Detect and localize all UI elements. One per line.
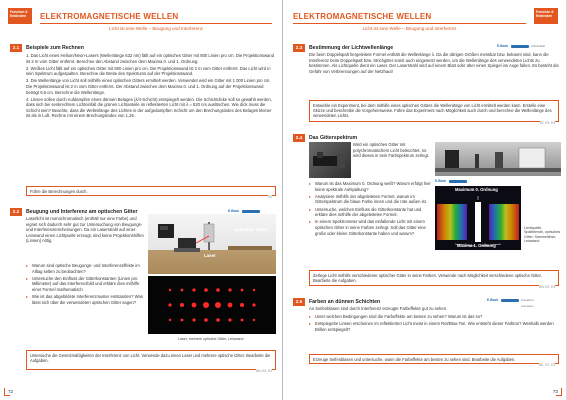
section-title: Farben an dünnen Schichten: [309, 299, 381, 305]
page-number: 73: [552, 389, 558, 394]
page-title: ELEKTROMAGNETISCHE WELLEN: [40, 12, 179, 21]
ebook-link[interactable]: [497, 43, 543, 49]
laser-label: Laser: [204, 253, 216, 258]
grating-label: optisches Gitter: [234, 227, 268, 232]
ebook-bar: [242, 210, 260, 213]
maxima-first-label: Maxima 1. Ordnung: [457, 243, 496, 248]
photo-caption: Lichtquelle, Spaltblende, optisches Gitter, Sammellinse, Leinwand: [524, 226, 561, 244]
page-number: 72: [8, 389, 14, 394]
exercise-4: 4. Linsen sollen durch Aufdampfen eines dünnen Belages (λ/4-Schicht) entspiegelt werden. Die Schichtdicke soll so gewählt werden, dass sich bei senkrechtem Lichteinfall die grünen Lichtanteile im reflektierten Licht mit λ = 520 nm auslöschen. Wie dick muss die Schicht sein? Beachte, dass die Wellenlänge des Lichtes in der aufgedampften Schicht um den Brechungsindex des Belages kleiner ist als in Luft. Rechne mit einem Brechungsindex von 1,26.: [26, 96, 272, 119]
page-header: [293, 12, 526, 24]
task-item: ▸ Warum sind optische Beugungs- und Interferenzeffekte im Alltag selten zu beobachten?: [26, 263, 144, 274]
task-list: [309, 314, 559, 334]
task-text: Führe die Berechnungen durch.: [30, 189, 88, 194]
ebook-bar: [449, 180, 467, 183]
section-text: [26, 53, 276, 121]
section-number: 2.3: [293, 44, 305, 52]
task-item: ▸ Warum ist das Maximum 0. Ordnung weiß? Warum erfolgt hier keine spektrale Aufspaltung?: [309, 181, 431, 192]
exercise-2: 2. Weißes Licht fällt auf ein optisches Gitter mit 800 Linien pro cm. Die Projektionswand ist 2 m vom Gitter entfernt. Das Licht wird in sein Spektrum aufgespalten. Berechne die Breite des Spektrums auf der Projektionswand.: [26, 65, 271, 77]
section-text: Laserlicht ist monochromatisch (enthält nur eine Farbe) und eignet sich dadurch sehr gut zur Untersuchung von Beugungs- und Interferenzerscheinungen. Da ein Laserstrahl auf einer Leinwand einen Lichtpunkt erzeugt, sind keine Projektionshilfen (Linsen) nötig.: [26, 216, 144, 244]
task-item: ▸ Entspiegelte Linsen erscheinen im reflektierten Licht meist in einem Rot/Blau-Ton. Wie entsteht dieser Farbton? Weshalb werden Brillen entspiegelt?: [309, 321, 559, 332]
section-text: An Seifenblasen sind durch Interferenz erzeugte Farbeffekte gut zu sehen.: [309, 306, 448, 311]
section-number: 2.2: [10, 208, 22, 216]
page-subtitle: Licht ist eine Welle – Beugung und Interferenz: [109, 26, 203, 31]
ebook-label: E-Book: [487, 298, 499, 302]
task-list: [26, 263, 144, 307]
grating-spectrum-photo: [435, 186, 521, 250]
maximum-zero-label: Maximum 0. Ordnung: [455, 187, 498, 192]
interference-pattern-photo: [148, 276, 276, 334]
section-number: 2.5: [293, 298, 305, 306]
ebook-label: E-Book: [497, 44, 509, 48]
section-title: Beispiele zum Rechnen: [26, 45, 84, 51]
ebook-tag: Interaktive Animation: [521, 298, 534, 308]
left-page: [0, 0, 283, 400]
task-text: Erzeuge Seifenblasen und untersuche, wann die Farbeffekte am besten zu sehen sind. Bearbeite die Aufgaben.: [313, 357, 516, 362]
spectrometer-illustration: [309, 142, 351, 178]
task-item: ▸ Analysiere mithilfe der abgeleiteten Formel, warum im Gitterspektrum die blaue Farbe innen und die rote außen ist.: [309, 194, 431, 205]
task-box: [309, 354, 559, 367]
competence-code: W4, E2, E3: [255, 368, 272, 373]
section-text: Wird ein optisches Gitter mit polychromatischem Licht beleuchtet, so wird dieses in sein Farbspektrum zerlegt.: [353, 142, 430, 159]
ebook-label: E-Book: [435, 179, 447, 183]
task-text: Zerlege Licht mithilfe verschiedener optischer Gitter in seine Farben. Verwende nach Möglichkeit verschiedene optische Gitter. Bearbeite die Aufgaben.: [313, 273, 542, 284]
chapter-tab: Forschen & Entdecken: [8, 8, 32, 24]
exercise-3: 3. Die Wellenlänge von Licht soll mithilfe eines optischen Gitters ermittelt werden. Verwendet wird ein Gitter mit 1 000 Linien pro cm. Die Projektionswand ist 2 m vom Gitter entfernt. Der Abstand zwischen dem Maxima 0. und 1. Ordnung auf der Projektionswand beträgt 9,6 cm. Berechne die Wellenlänge.: [26, 78, 271, 95]
section-title: Das Gitterspektrum: [309, 135, 358, 141]
task-text: Entwickle ein Experiment, bei dem mithilfe eines optischen Gitters die Wellenlänge von Licht ermittelt werden kann. Erstelle eine Skizze und beschreibe die Vorgehensweise. Führe das Experiment nach Möglichkeit auch durch und berechne die Wellenlänge des verwendeten Lichts.: [313, 103, 552, 119]
right-page: [283, 0, 566, 400]
section-title: Bestimmung der Lichtwellenlänge: [309, 45, 394, 51]
task-text: Untersuche die Gesetzmäßigkeiten der Interferenz von Licht. Verwende dazu einen Laser und mehrere optische Gitter. Bearbeite die Aufgaben.: [30, 353, 271, 364]
ebook-bar: [501, 299, 519, 302]
interference-pattern: [148, 276, 276, 334]
laser-setup-illustration: [148, 214, 276, 274]
task-item: ▸ Wie ist das abgebildete Interferenzmuster entstanden? Was lässt sich über die verwendeten optischen Gitter sagen?: [26, 294, 144, 305]
optics-bench-photo: [435, 142, 561, 176]
ebook-label: E-Book: [228, 209, 240, 213]
page-subtitle: Licht ist eine Welle – Beugung und Interferenz: [362, 26, 457, 31]
task-item: ▸ Untersuche den Einfluss der Gitterkonstanten (Linien pro Millimeter) auf das Interferenzbild und erkläre dies mithilfe einer Formel mathematisch.: [26, 276, 144, 293]
ebook-bar: [511, 45, 529, 48]
competence-code: E2, E3, E4: [539, 120, 555, 125]
task-item: ▸ Untersuche, welchen Einfluss die Gitterkonstante hat und erkläre dies mithilfe der abgeleiteten Formel.: [309, 207, 431, 218]
exercise-1: 1. Das Licht eines Helium/Neon-Lasers (Wellenlänge 632 nm) fällt auf ein optisches Gitter mit 800 Linien pro cm. Die Projektionswand ist 2 m vom Gitter entfernt. Berechne den Abstand zwischen dem Maxima 0. und 1. Ordnung.: [26, 53, 275, 64]
competence-code: W1, E2, E3: [538, 362, 555, 367]
section-number: 2.4: [293, 134, 305, 142]
ebook-link[interactable]: [435, 178, 481, 184]
ebook-link[interactable]: [487, 297, 534, 308]
optics-bench-illustration: [435, 142, 561, 176]
task-item: ▸ In einem Spektrometer wird das einfallende Licht mit einem optischen Gitter in seine Farben zerlegt. Soll das Gitter eine große oder kleine Gitterkonstante haben und warum?: [309, 219, 431, 236]
photo-caption: Laser, mehrere optische Gitter, Leinwand: [178, 337, 244, 341]
task-item: ▸ Unter welchen Bedingungen sind die Farbeffekte am besten zu sehen? Warum ist das so?: [309, 314, 559, 320]
section-title: Beugung und Interferenz am optischen Gitter: [26, 209, 138, 215]
task-list: [309, 181, 431, 238]
section-number: 2.1: [10, 44, 22, 52]
section-text: Die beim Doppelspalt hergeleitete Formel enthält die Wellenlänge λ. Da die übrigen Größen messbar bzw. bekannt sind, kann die Interferenz beim Doppelspalt bzw. Strichgitter somit auch eingesetzt werden, um die Wellenlänge des verwendeten Lichts zu bestimmen. Als Lichtquelle dient ein Laser. Der Laserstrahl wird auf einem Blatt oder über einen Spiegel ins Auge fallen. Es besteht die Gefahr von Verbrennungen auf der Netzhaut!: [309, 52, 559, 74]
spectrum-setup-photo: [309, 142, 351, 178]
page-header: [40, 12, 272, 24]
task-box: [309, 270, 559, 289]
page-title: ELEKTROMAGNETISCHE WELLEN: [293, 12, 432, 21]
ebook-tag: Arbeitsblatt: [531, 44, 545, 48]
grating-spectrum: [435, 186, 521, 250]
task-box: [26, 186, 276, 199]
competence-code: E2: [268, 194, 272, 199]
chapter-tab: Forschen & Entdecken: [534, 8, 558, 24]
task-box: [26, 350, 276, 373]
task-box: [309, 100, 559, 125]
laser-setup-photo: [148, 214, 276, 274]
competence-code: W4, E2, E3: [538, 284, 555, 289]
